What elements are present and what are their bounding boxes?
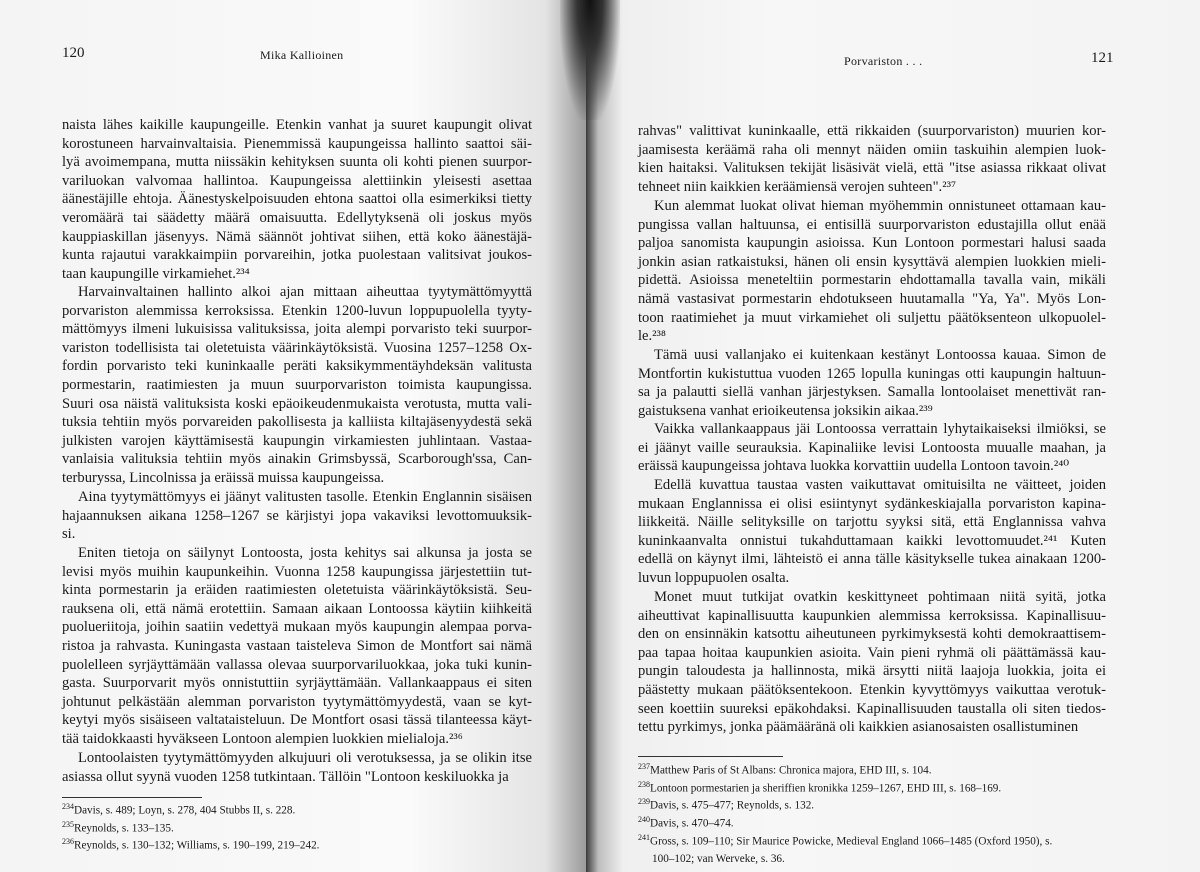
footnote-number: 237 <box>638 762 650 771</box>
running-head: Porvariston . . . <box>844 54 923 68</box>
right-page <box>586 0 1200 872</box>
footnote-text: Reynolds, s. 130–132; Williams, s. 190–199, 219–242. <box>74 840 320 853</box>
book-spine-shadow <box>560 0 620 120</box>
text-line: liikkeitä. Näille selityksille on tarjottu syyksi sitä, että Englannissa vahva <box>638 514 1106 531</box>
footnote <box>638 760 1052 778</box>
text-line: paa tapaa hoitaa kaupunkien asioita. Vain pieni ryhmä oli päättämässä kau- <box>638 644 1106 661</box>
text-line: tuksia tehtiin myös porvareiden pakollisesta ja kalliista kiltajäsenyydestä sekä <box>62 414 532 431</box>
text-line: kauppiaskillan jäsenyys. Nämä säännöt johtivat siihen, että koko äänestäjä- <box>62 228 532 245</box>
text-line: pungin taloudesta ja hallinnosta, mikä ärsytti niitä laajoja luokkia, joita ei <box>638 663 1106 680</box>
footnote-text: Davis, s. 475–477; Reynolds, s. 132. <box>650 800 815 813</box>
text-line: gasta. Suurporvarit myös onnistuttiin syrjäyttämään. Vallankaappaus ei siten <box>62 675 532 692</box>
text-line: ristoa ja rahvasta. Kuningasta vastaan taisteleva Simon de Montfort sai nämä <box>62 637 532 654</box>
paragraph <box>638 420 1106 476</box>
text-line: variston todellisista tai oletetuista väärinkäytöksistä. Vuosina 1257–1258 Ox- <box>62 339 532 356</box>
text-line: Monet muut tutkijat ovatkin keskittyneet pohtimaan niitä syitä, jotka <box>654 589 1106 605</box>
text-line: le.²³⁸ <box>638 328 667 345</box>
footnote <box>638 795 1052 813</box>
footnote <box>62 800 319 818</box>
footnote-number: 238 <box>638 779 650 789</box>
footnote <box>638 831 1052 849</box>
text-line: Aina tyytymättömyys ei jäänyt valitusten tasolle. Etenkin Englannin sisäisen <box>78 489 532 505</box>
text-line: tettu pyrkimys, jonka päämääränä oli kaikkien asianosaisten osallistuminen <box>638 719 1079 736</box>
text-line: puolelleen syrjäyttämään vallassa olevaa suurporvariluokkaa, joka tuki kunin- <box>62 656 532 673</box>
text-line: lyä avoimempana, mutta niissäkin kehityksen suunta oli kohti pienen suurpor- <box>62 154 532 171</box>
text-line: mukaan Englannissa ei olisi esiintynyt sydänkeskiajalla porvariston kapina- <box>638 495 1106 512</box>
footnote-text: Lontoon pormestarien ja sheriffien kronikka 1259–1267, EHD III, s. 168–169. <box>650 782 1002 795</box>
text-line: asiassa ollut syynä vuoden 1258 tutkintaan. Tällöin "Lontoon keskiluokka ja <box>62 768 509 785</box>
footnote-rule <box>638 756 783 757</box>
left-page <box>0 0 586 872</box>
text-line: Edellä kuvattua taustaa vasten vaikuttavat omituisilta ne väitteet, joiden <box>654 477 1106 493</box>
text-line: taan kaupungille virkamiehet.²³⁴ <box>62 265 250 282</box>
text-line: vanlaisia valituksia tehtiin myös ainakin Grimsbyssä, Scarborough'ssa, Can- <box>62 451 532 468</box>
text-line: päästetty mukaan päätöksentekoon. Etenkin kyvyttömyys vaikuttaa verotuk- <box>638 681 1106 698</box>
page-number: 121 <box>1091 50 1114 66</box>
footnote-rule <box>62 797 202 798</box>
footnote-text: Davis, s. 489; Loyn, s. 278, 404 Stubbs II, s. 228. <box>74 804 296 817</box>
text-line: mättömyys ilmeni lukuisissa valituksissa, joita alempi porvaristo teki suurpor- <box>62 321 532 338</box>
text-line: tää taidokkaasti hyväkseen Lontoon alempien luokkien mielialoja.²³⁶ <box>62 730 463 747</box>
text-line: Montfortin kukistuttua vuoden 1265 lopulla kuningas otti kaupungin haltuun- <box>638 365 1106 382</box>
text-line: jaamisesta keräämä raha oli mennyt näiden omiin taskuihin alempien luok- <box>638 141 1106 158</box>
text-line: paljoa sanomista kaupungin asioissa. Kun Lontoon pormestari halusi saada <box>638 235 1106 252</box>
footnote-number: 241 <box>638 832 650 842</box>
text-line: sa ja palautti siellä vanhan järjestyksen. Samalla lontoolaiset menettivät ran- <box>638 384 1106 401</box>
text-line: rauksena oli, että nämä erotettiin. Samaan aikaan Lontoossa käytiin kiihkeitä <box>62 600 532 617</box>
text-line: luvun loppupuolen osalta. <box>638 569 790 586</box>
footnote <box>638 849 1052 867</box>
text-line: den on ensinnäkin katsottu aiheutuneen pyrkimyksestä kohti demokraattisem- <box>638 626 1106 643</box>
text-line: kunta rajautui varakkaimpiin porvareihin, jotka puolestaan valitsivat joukos- <box>62 247 532 264</box>
text-line: levisi myös muihin kaupunkeihin. Vuonna 1258 kaupungissa järjestettiin tut- <box>62 563 532 580</box>
text-line: äänestäjille ehtoja. Äänestyskelpoisuuden ehtona saattoi olla esimerkiksi tietty <box>62 191 532 208</box>
footnote <box>638 813 1052 831</box>
text-line: kuninkaanvalta onnistui tukahduttamaan kaikki levottomuudet.²⁴¹ Kuten <box>638 532 1106 549</box>
text-line: Harvainvaltainen hallinto alkoi ajan mittaan aiheuttaa tyytymättömyyttä <box>78 284 532 300</box>
paragraph <box>638 588 1106 737</box>
text-line: puolueriitoja, joihin saatiin vedettyä mukaan myös kaupungin alempaa porva- <box>62 619 532 636</box>
text-line: veromäärä tai säädetty määrä omaisuutta. Edellytyksenä oli joskus myös <box>62 209 532 226</box>
text-line: julkisten varojen käyttämisestä kaupungin virkamiesten juhlintaan. Vastaa- <box>62 432 532 449</box>
text-line: terburyssa, Lincolnissa ja eräissä muissa kaupungeissa. <box>62 469 385 486</box>
text-line: kinta pormestarin ja eräiden raatimiesten oletetuista väärinkäytöksistä. Seu- <box>62 582 532 599</box>
text-line: edellä on käynyt ilmi, lähteistö ei anna tälle käsitykselle tukea ainakaan 1200- <box>638 551 1106 568</box>
paragraph <box>62 116 532 283</box>
text-line: hajaannuksen aikana 1258–1267 se kärjistyi jopa vakaviksi levottomuuksik- <box>62 507 532 524</box>
paragraph <box>62 544 532 749</box>
text-line: tehneet niin kaikkien keräämiensä verojen suhteen".²³⁷ <box>638 178 957 195</box>
text-line: korostuneen harvainvaltaisia. Pienemmissä kaupungeissa hallinto saattoi säi- <box>62 135 532 152</box>
paragraph <box>62 488 532 544</box>
text-line: jonkin asian ratkaistuksi, hänen oli ensin kysyttävä alempien luokkien mieli- <box>638 253 1106 270</box>
footnotes <box>638 760 1052 866</box>
text-line: aiheuttivat kapinallisuutta kaupunkien alemmissa kerroksissa. Kapinallisuu- <box>638 607 1106 624</box>
footnote-text: Davis, s. 470–474. <box>650 817 734 830</box>
footnote-text: 100–102; van Werveke, s. 36. <box>652 853 785 866</box>
page-number: 120 <box>62 45 85 61</box>
text-line: eräissä kaupungeissa johtava luokka korvattiin uudella Lontoon tavoin.²⁴⁰ <box>638 458 1070 475</box>
paragraph <box>62 749 532 786</box>
text-line: Suuri osa näistä valituksista koski epäoikeudenmukaista verotusta, mutta vali- <box>62 395 532 412</box>
paragraph <box>638 476 1106 588</box>
text-line: Kun alemmat luokat olivat hieman myöhemmin onnistuneet ottamaan kau- <box>654 198 1106 214</box>
paragraph <box>638 197 1106 346</box>
text-line: nämä vastasivat pormestarin ehdotukseen huutamalla "Ya, Ya". Myös Lon- <box>638 290 1106 307</box>
text-line: johtunut pelkästään alemman porvariston tyytymättömyydestä, vaan se kyt- <box>62 693 532 710</box>
text-line: pungissa vallan haltuunsa, ei entisillä suurporvariston edustajilla ollut enää <box>638 216 1106 233</box>
footnote-text: Matthew Paris of St Albans: Chronica majora, EHD III, s. 104. <box>650 764 932 777</box>
footnote <box>62 818 319 836</box>
paragraph <box>62 283 532 488</box>
text-line: Lontoolaisten tyytymättömyyden alkujuuri oli verotuksessa, ja se olikin itse <box>78 750 532 766</box>
running-head: Mika Kallioinen <box>260 48 344 62</box>
footnote-text: Gross, s. 109–110; Sir Maurice Powicke, Medieval England 1066–1485 (Oxford 1950), s. <box>650 835 1053 848</box>
footnote-number: 240 <box>638 815 650 825</box>
text-line: keytyi myös sisäiseen valtataisteluun. De Montfort osasi tässä tilanteessa käyt- <box>62 712 532 729</box>
text-line: fordin porvaristo teki kuninkaalle peräti kaksikymmentäyhdeksän valitusta <box>62 358 532 375</box>
text-line: seen koettiin suureksi epäkohdaksi. Kapinallisuuden taustalla oli siten tiedos- <box>638 700 1106 717</box>
text-line: kien haitaksi. Valituksen tekijät lisäsivät vielä, että "itse asiassa rikkaat olivat <box>638 160 1106 177</box>
text-line: Vaikka vallankaappaus jäi Lontoossa verrattain lyhytaikaiseksi ilmiöksi, se <box>654 421 1106 437</box>
footnote-number: 236 <box>62 837 74 847</box>
text-line: porvariston alemmissa kerroksissa. Etenkin 1200-luvun loppupuolella tyyty- <box>62 302 532 319</box>
paragraph <box>638 122 1106 196</box>
footnote <box>62 835 319 853</box>
text-line: variluokan valvomaa hallintoa. Kaupungeissa alettiinkin yleisesti asettaa <box>62 172 532 189</box>
footnote-text: Reynolds, s. 133–135. <box>74 822 174 835</box>
text-line: pormestarin, raatimiesten ja muun suurporvariston toimista kaupungissa. <box>62 376 532 393</box>
text-line: rahvas" valittivat kuninkaalle, että rikkaiden (suurporvariston) muurien kor- <box>638 123 1106 139</box>
footnotes <box>62 800 319 853</box>
text-line: Eniten tietoja on säilynyt Lontoosta, josta kehitys sai alkunsa ja josta se <box>78 545 532 561</box>
text-line: si. <box>62 526 76 543</box>
text-line: ei jäänyt vaille seurauksia. Kapinaliike levisi Lontoosta muualle maahan, ja <box>638 439 1106 456</box>
text-line: Tämä uusi vallanjako ei kuitenkaan kestänyt Lontoossa kauaa. Simon de <box>654 347 1106 363</box>
text-line: gaistuksena vanhat erioikeutensa joksikin aikaa.²³⁹ <box>638 402 933 419</box>
footnote-number: 235 <box>62 819 74 829</box>
text-line: pidettä. Asioissa meneteltiin pormestarin ehdottamalla tavalla vain, mikäli <box>638 272 1106 289</box>
text-line: toon raatimiehet ja muut virkamiehet oli suljettu päätöksenteon ulkopuolel- <box>638 309 1106 326</box>
text-line: naista lähes kaikille kaupungeille. Etenkin vanhat ja suuret kaupungit olivat <box>62 117 532 133</box>
paragraph <box>638 346 1106 420</box>
footnote-number: 239 <box>638 797 650 807</box>
footnote <box>638 778 1052 796</box>
footnote-number: 234 <box>62 802 74 811</box>
